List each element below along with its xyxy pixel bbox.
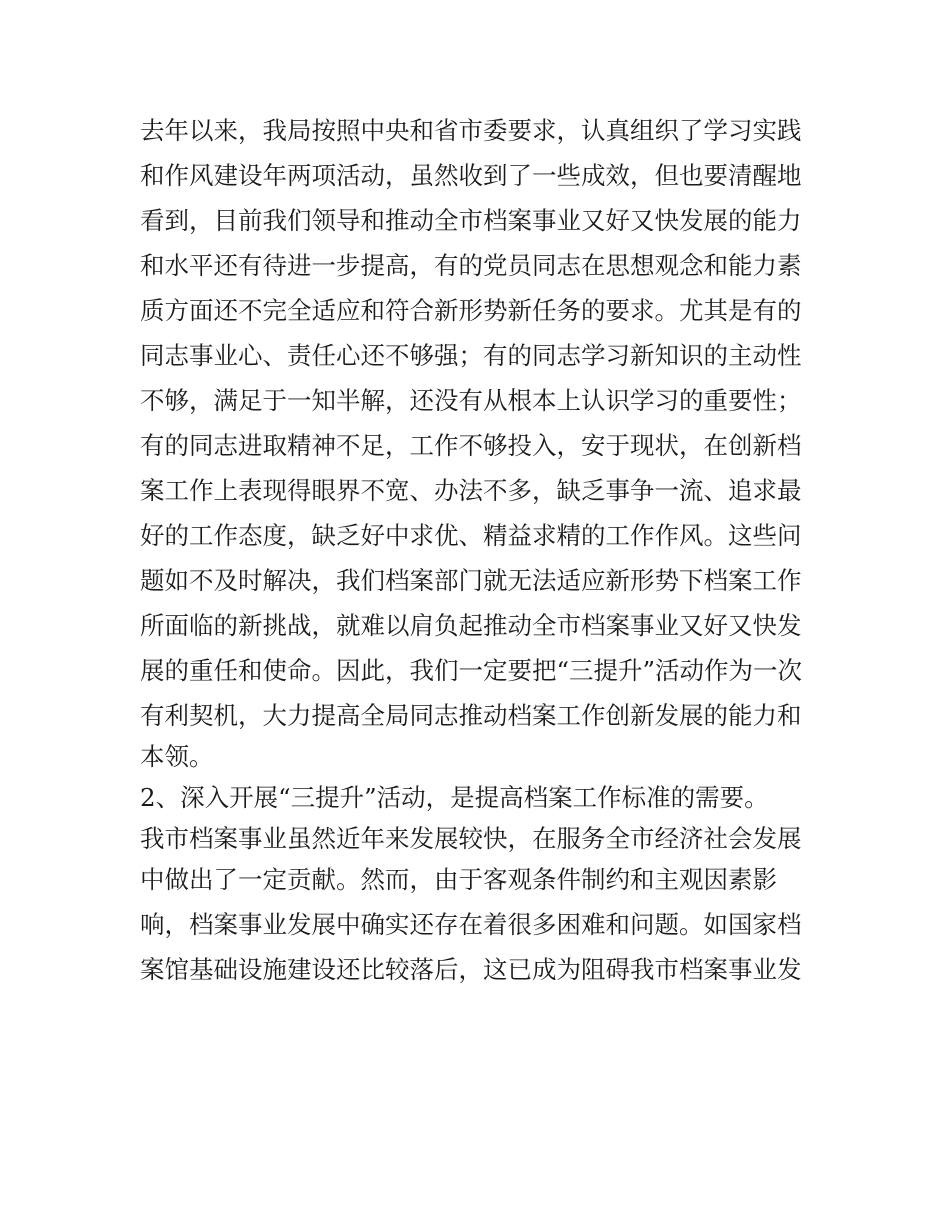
text-line: 展的重任和使命。因此，我们一定要把“三提升”活动作为一次 (140, 656, 803, 685)
text-line: 案馆基础设施建设还比较落后，这已成为阻碍我市档案事业发 (140, 955, 802, 984)
text-line: 响，档案事业发展中确实还存在着很多困难和问题。如国家档 (140, 910, 802, 939)
section-heading: 2、深入开展“三提升”活动，是提高档案工作标准的需要。 (140, 783, 769, 812)
text-line: 去年以来，我局按照中央和省市委要求，认真组织了学习实践 (140, 116, 802, 145)
text-line: 好的工作态度，缺乏好中求优、精益求精的工作作风。这些问 (140, 521, 802, 550)
text-line: 有利契机，大力提高全局同志推动档案工作创新发展的能力和 (140, 701, 802, 730)
text-line: 所面临的新挑战，就难以肩负起推动全市档案事业又好又快发 (140, 611, 802, 640)
text-line: 看到，目前我们领导和推动全市档案事业又好又快发展的能力 (140, 206, 802, 235)
text-line: 质方面还不完全适应和符合新形势新任务的要求。尤其是有的 (140, 296, 802, 325)
text-line: 案工作上表现得眼界不宽、办法不多，缺乏事争一流、追求最 (140, 476, 802, 505)
text-line: 和水平还有待进一步提高，有的党员同志在思想观念和能力素 (140, 251, 802, 280)
text-line: 和作风建设年两项活动，虽然收到了一些成效，但也要清醒地 (140, 161, 802, 190)
text-line: 有的同志进取精神不足，工作不够投入，安于现状，在创新档 (140, 431, 802, 460)
text-line: 不够，满足于一知半解，还没有从根本上认识学习的重要性； (140, 386, 802, 415)
text-line: 我市档案事业虽然近年来发展较快，在服务全市经济社会发展 (140, 824, 802, 853)
text-line: 同志事业心、责任心还不够强；有的同志学习新知识的主动性 (140, 341, 802, 370)
text-line: 中做出了一定贡献。然而，由于客观条件制约和主观因素影 (140, 865, 777, 894)
text-line: 本领。 (140, 742, 214, 771)
body-text (140, 108, 820, 992)
text-line: 题如不及时解决，我们档案部门就无法适应新形势下档案工作 (140, 566, 802, 595)
